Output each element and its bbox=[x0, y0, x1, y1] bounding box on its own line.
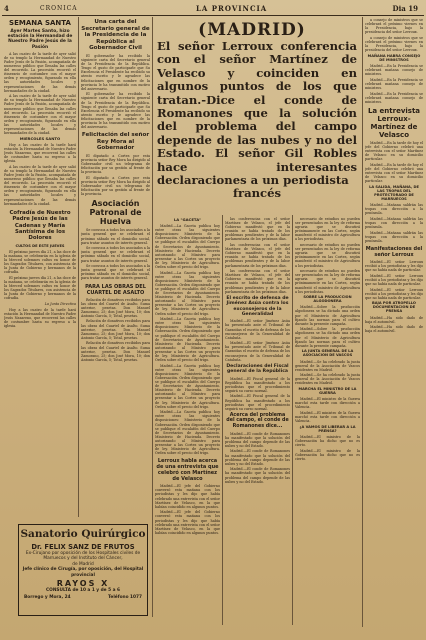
asua-heading: El escrito de defensa de Jiménez Asúa contra los exconsejeros de la Generalidad bbox=[226, 295, 289, 317]
article-text: Madrid.—El jefe del Gobierno conversó esta mañana con los periodistas y les dijo que había celebrado una entrevista con el señor Martínez de Velasco, en la que habían coincidido en algunos puntos. bbox=[155, 484, 220, 509]
ad-rayos: RAYOS X bbox=[56, 579, 110, 589]
manifestaciones-heading: Manifestaciones del señor Lerroux bbox=[365, 245, 423, 258]
ad-doctor: Dr. FELIX SANZ DE FRUTOS bbox=[31, 543, 135, 551]
article-text: A las cuatro de la tarde de ayer salió de su templo la Hermandad de Nuestro Padre Jesús de la Pasión, acompañada de numeroso público que llenaba las calles del recorrido. La procesión recorrió el itinerario de costumbre con el mayor orden y recogimiento, figurando en ella las autoridades locales y representaciones de las demás hermandades de la ciudad. bbox=[4, 164, 76, 206]
cofradia-heading: Cofradía de Nuestro Padre Jesús de las Cadenas y María Santísima de los Dolores bbox=[9, 209, 71, 242]
article-text: Hoy a las cuatro de la tarde hará estación la Hermandad de Nuestro Padre Jesús Nazareno, que recorrerá las calles de costumbre hasta su regreso a la iglesia. bbox=[4, 307, 76, 328]
article-text: Madrid.—La Gaceta publica hoy entre otras las siguientes disposiciones: Ministerio de la Gobernación. Orden disponiendo que se publique el escalafón del Cuerpo de Secretarios de Ayuntamiento. Ministerio de Hacienda. Decreto autorizando al Ministro para presentar a las Cortes un proyecto de ley. Ministerio de Agricultura. Orden sobre el precio del trigo. bbox=[155, 363, 220, 409]
article-text: Madrid.—El conde de Romanones ha manifestado que la solución del problema del campo depende de las nubes y no del Estado. bbox=[225, 449, 290, 466]
article-text: Relación de donativos recibidos para las obras del Cuartel de Asalto. Suma anterior, pesetas. Don Manuel Zamorano, 25; don José Mora, 10; don Antonio García, 5; Total, pesetas. bbox=[81, 341, 150, 362]
ad-line: de Madrid bbox=[72, 561, 94, 567]
article-text: Madrid.—Mañana saldrán las tropas con dirección a la península. bbox=[365, 203, 423, 216]
semana-santa-heading: SEMANA SANTA bbox=[9, 19, 71, 27]
article-text: Madrid.—El ministro de la Gobernación ha dicho que no es cierto. bbox=[295, 448, 360, 461]
article-text: Madrid.—En la Presidencia se celebrará mañana consejo de ministros. bbox=[365, 77, 423, 90]
page-header bbox=[0, 4, 426, 14]
entrevista-heading: La entrevista Lerroux-Martínez de Velasco bbox=[367, 106, 421, 139]
article-text: necesario de estudios no pueden ser presentados en la ley de reforma agraria que se discutirá próximamente en las Cortes, según manifestó el ministro de Agricultura a los periodistas. bbox=[295, 243, 360, 268]
felicitacion-heading: Felicitación del señor Rey Mora al Gobernador bbox=[81, 132, 150, 152]
article-text: Madrid.—La Gaceta publica hoy entre otras las siguientes disposiciones: Ministerio de la Gobernación. Orden disponiendo que se publique el escalafón del Cuerpo de Secretarios de Ayuntamiento. Ministerio de Hacienda. Decreto autorizando al Ministro para presentar a las Cortes un proyecto de ley. Ministerio de Agricultura. Orden sobre el precio del trigo. bbox=[155, 270, 220, 316]
main-headline bbox=[157, 40, 357, 201]
article-text: Madrid.—El ministro de la Gobernación ha dicho que no es cierto. bbox=[295, 435, 360, 448]
article-text: necesario de estudios no pueden ser presentados en la ley de reforma agraria que se discutirá próximamente en las Cortes, según manifestó el ministro de Agricultura a los periodistas. bbox=[295, 217, 360, 242]
ad-title: Sanatorio Quirúrgico bbox=[20, 528, 146, 540]
header-rule bbox=[2, 15, 424, 16]
article-text: Madrid.—El ministro de la Guerra marchó esta tarde con dirección a Valencia. bbox=[295, 411, 360, 424]
article-text: Madrid.—En la tarde de hoy el jefe del Gobierno celebró una entrevista con el señor Martínez de Velasco en su domicilio particular. bbox=[365, 140, 423, 162]
lerroux-heading: Lerroux habla acerca de una entrevista que celebró con Martínez de Velasco bbox=[156, 458, 219, 483]
vascos-heading: LA JUNTA GENERAL DE LA ASOCIACION DE VASCOS bbox=[301, 349, 354, 358]
mid-column bbox=[81, 18, 150, 516]
article-text: Madrid.—Se ha celebrado la junta general de la Asociación de Vascos residentes en Madrid. bbox=[295, 359, 360, 372]
article-text: a consejo de ministros que se celebrará el próximo viernes en la Presidencia, bajo la presidencia del señor Lerroux. bbox=[365, 35, 423, 53]
gaceta-column bbox=[155, 217, 220, 625]
column-divider bbox=[78, 17, 79, 517]
article-text: Madrid.—La Gaceta publica hoy entre otras las siguientes disposiciones: Ministerio de la Gobernación. Orden disponiendo que se publique el escalafón del Cuerpo de Secretarios de Ayuntamiento. Ministerio de Hacienda. Decreto autorizando al Ministro para presentar a las Cortes un proyecto de ley. Ministerio de Agricultura. Orden sobre el precio del trigo. bbox=[155, 410, 220, 456]
ad-phone: Teléfono 1077 bbox=[108, 595, 142, 601]
article-text: Se convoca a todos los asociados a la junta general que se celebrará el próximo sábado en el domicilio social, para tratar asuntos de interés general. bbox=[81, 228, 150, 245]
article-text: Madrid.—La Gaceta publica hoy entre otras las siguientes disposiciones: Ministerio de la Gobernación. Orden disponiendo que se publique el escalafón del Cuerpo de Secretarios de Ayuntamiento. Ministerio de Hacienda. Decreto autorizando al Ministro para presentar a las Cortes un proyecto de ley. Ministerio de Agricultura. Orden sobre el precio del trigo. bbox=[155, 224, 220, 270]
left-column bbox=[4, 18, 76, 518]
fourth-column bbox=[295, 217, 360, 625]
article-text: El diputado a Cortes por esta provincia señor Rey Mora ha dirigido al Gobernador civil un telegrama de felicitación por su gestión al frente de la provincia. bbox=[81, 175, 150, 197]
article-text: El próximo jueves día 21, a las doce de la mañana, se celebrarán en la iglesia de la Merced solemnes cultos en honor de los Sagrados Titulares, con asistencia de la Junta de Gobierno y hermanos de la cofradía. bbox=[4, 249, 76, 275]
article-text: necesario de estudios no pueden ser presentados en la ley de reforma agraria que se discutirá próximamente en las Cortes, según manifestó el ministro de Agricultura a los periodistas. bbox=[295, 269, 360, 294]
article-text: Madrid.—Se ha celebrado la junta general de la Asociación de Vascos residentes en Madrid. bbox=[295, 373, 360, 386]
romanones-heading: Acerca del problema del campo, el conde de Romanones dice... bbox=[226, 412, 289, 429]
ad-line: Ex-Cirujano por oposición de los Hospitales civiles de Marruecos y del Instituto del Cáncer, bbox=[25, 551, 141, 562]
column-divider bbox=[362, 17, 363, 627]
miercoles-heading: MIERCOLES SANTO bbox=[19, 135, 61, 141]
article-text: Madrid.—En la Presidencia se celebrará mañana consejo de ministros. bbox=[365, 63, 423, 77]
semana-santa-subhead: Ayer Martes Santo, hizo estación la Hermandad de Nuestro Padre Jesús de la Pasión bbox=[7, 29, 73, 50]
article-text: Madrid.—El señor Jiménez Asúa ha presentado ante el Tribunal de Garantías el escrito de defensa de los exconsejeros de la Generalidad de Cataluña. bbox=[225, 341, 290, 362]
article-text: Madrid.—El conde de Romanones ha manifestado que la solución del problema del campo depende de las nubes y no del Estado. bbox=[225, 467, 290, 484]
atropello-heading: BAJA POR ATROPELLO DOCUMENTACION DE PRENSA bbox=[372, 301, 416, 314]
article-text: Madrid.—El señor Lerroux recibió a los periodistas y les dijo que no había nada de particular. bbox=[365, 259, 423, 273]
consejo-heading: MAÑANA HABRA CONSEJO DE MINISTROS bbox=[367, 53, 421, 62]
ad-consulta: CONSULTA de 10 a 1 y de 5 a 6 bbox=[46, 588, 120, 594]
madrid-dateline: (MADRID) bbox=[198, 20, 306, 40]
header-day: Dia 19 bbox=[392, 4, 418, 13]
article-text: El gobernador ha recibido la siguiente carta del Secretario general de la Presidencia de la República. Tengo el gusto de participarle que Su Excelencia el Presidente ha recibido su atento escrito y le agradece las felicitaciones que en nombre de la provincia le ha transmitido con motivo del aniversario. bbox=[81, 92, 150, 130]
page-number: 4 bbox=[4, 4, 9, 13]
section-left: CRONICA bbox=[40, 5, 78, 12]
article-text: El próximo jueves día 21, a las doce de la mañana, se celebrarán en la iglesia de la Merced solemnes cultos en honor de los Sagrados Titulares, con asistencia de la Junta de Gobierno y hermanos de la cofradía. bbox=[4, 275, 76, 301]
article-text: Madrid.—El señor Jiménez Asúa ha presentado ante el Tribunal de Garantías el escrito de defensa de los exconsejeros de la Generalidad de Cataluña. bbox=[225, 319, 290, 340]
article-text: Madrid.—Mañana saldrán las tropas con dirección a la península. bbox=[365, 216, 423, 230]
tropas-heading: LA SALIDA, MAÑANA, DE LAS TROPAS DEL PROTECTORADO DE MARRUECOS bbox=[369, 184, 419, 201]
fiscal-heading: Declaraciones del Fiscal general de la República bbox=[226, 363, 289, 375]
article-text: A las cuatro de la tarde de ayer salió de su templo la Hermandad de Nuestro Padre Jesús de la Pasión, acompañada de numeroso público que llenaba las calles del recorrido. La procesión recorrió el itinerario de costumbre con el mayor orden y recogimiento, figurando en ella las autoridades locales y representaciones de las demás hermandades de la ciudad. bbox=[4, 94, 76, 136]
article-text: Madrid.—Mañana saldrán las tropas con dirección a la península. bbox=[365, 230, 423, 243]
article-text: Relación de donativos recibidos para las obras del Cuartel de Asalto. Suma anterior, pesetas. Don Manuel Zamorano, 25; don José Mora, 10; don Antonio García, 5; Total, pesetas. bbox=[81, 319, 150, 340]
article-text: Relación de donativos recibidos para las obras del Cuartel de Asalto. Suma anterior, pesetas. Don Manuel Zamorano, 25; don José Mora, 10; don Antonio García, 5; Total, pesetas. bbox=[81, 297, 150, 318]
article-text: las conferencias con el señor Martínez de Velasco, el jefe del Gobierno manifestó que en la reunión se había tratado de los problemas pendientes y de la labor parlamentaria de los próximos días. bbox=[225, 217, 290, 242]
article-text: Madrid.—El ministro de la Guerra marchó esta tarde con dirección a Valencia. bbox=[295, 397, 360, 410]
prensa-heading: ¿A VAMOS DE LIBERAR A LA PRENSA? bbox=[299, 424, 356, 433]
headline-last-word: francés bbox=[233, 186, 281, 201]
ad-line: Jefe clínico de Cirugía, por oposición, del Hospital provincial bbox=[22, 567, 144, 578]
article-text: Madrid.—El Fiscal general de la República ha manifestado a los periodistas que el procedimiento seguirá su curso normal. bbox=[225, 376, 290, 393]
section-center: LA PROVINCIA bbox=[196, 4, 268, 13]
article-text: El diputado a Cortes por esta provincia señor Rey Mora ha dirigido al Gobernador civil un telegrama de felicitación por su gestión al frente de la provincia. bbox=[81, 153, 150, 175]
article-text: Hoy a las cuatro de la tarde hará estación la Hermandad de Nuestro Padre Jesús Nazareno, que recorrerá las calles de costumbre hasta su regreso a la iglesia. bbox=[4, 142, 76, 164]
sanatorio-advertisement bbox=[18, 524, 148, 616]
article-text: Madrid.—En la tarde de hoy el jefe del Gobierno celebró una entrevista con el señor Martínez de Velasco en su domicilio particular. bbox=[365, 162, 423, 184]
article-text: Madrid.—Sobre la producción algodonera se ha dictado una orden por el Ministerio de Agricultura fijando las normas para el cultivo durante la presente campaña. bbox=[295, 327, 360, 348]
column-divider bbox=[152, 17, 153, 617]
article-text: Madrid.—En la Presidencia se celebrará mañana consejo de ministros. bbox=[365, 91, 423, 104]
article-text: Se convoca a todos los asociados a la junta general que se celebrará el próximo sábado en el domicilio social, para tratar asuntos de interés general. bbox=[81, 264, 150, 281]
article-text: a consejo de ministros que se celebrará el próximo viernes en la Presidencia, bajo la presidencia del señor Lerroux. bbox=[365, 18, 423, 35]
article-text: A las cuatro de la tarde de ayer salió de su templo la Hermandad de Nuestro Padre Jesús de la Pasión, acompañada de numeroso público que llenaba las calles del recorrido. La procesión recorrió el itinerario de costumbre con el mayor orden y recogimiento, figurando en ella las autoridades locales y representaciones de las demás hermandades de la ciudad. bbox=[4, 51, 76, 93]
ad-address: Borrego y Mora, 24 bbox=[24, 595, 71, 601]
guerra-heading: MARCHA EL MINISTRO DE LA GUERRA bbox=[298, 387, 357, 396]
article-text: las conferencias con el señor Martínez de Velasco, el jefe del Gobierno manifestó que en la reunión se había tratado de los problemas pendientes y de la labor parlamentaria de los próximos días. bbox=[225, 269, 290, 294]
column-divider bbox=[222, 215, 223, 625]
algodonera-heading: SOBRE LA PRODUCCION ALGODONERA bbox=[303, 295, 352, 304]
article-text: Madrid.—El jefe del Gobierno conversó esta mañana con los periodistas y les dijo que había celebrado una entrevista con el señor Martínez de Velasco, en la que habían coincidido en algunos puntos. bbox=[155, 510, 220, 535]
article-text: las conferencias con el señor Martínez de Velasco, el jefe del Gobierno manifestó que en la reunión se había tratado de los problemas pendientes y de la labor parlamentaria de los próximos días. bbox=[225, 243, 290, 268]
article-text: Madrid.—El Fiscal general de la República ha manifestado a los periodistas que el procedimiento seguirá su curso normal. bbox=[225, 394, 290, 411]
third-column bbox=[225, 217, 290, 625]
article-text: Madrid.—La Gaceta publica hoy entre otras las siguientes disposiciones: Ministerio de la Gobernación. Orden disponiendo que se publique el escalafón del Cuerpo de Secretarios de Ayuntamiento. Ministerio de Hacienda. Decreto autorizando al Ministro para presentar a las Cortes un proyecto de ley. Ministerio de Agricultura. Orden sobre el precio del trigo. bbox=[155, 317, 220, 363]
column-divider bbox=[292, 215, 293, 625]
asociacion-heading: Asociación Patronal de Huelva bbox=[89, 199, 142, 227]
article-text: Madrid.—El conde de Romanones ha manifestado que la solución del problema del campo depende de las nubes y no del Estado. bbox=[225, 431, 290, 448]
headline-text: El señor Lerroux conferencia con el señor Martínez de Velasco y coinciden en algunos puntos de los que tratan.-Dice el conde de Romanones que la solución del problema del campo depende de las nubes y no del Estado. El señor Gil Robles hace interesantes declaraciones a un periodista bbox=[157, 39, 357, 188]
article-text: El gobernador ha recibido la siguiente carta del Secretario general de la Presidencia de la República. Tengo el gusto de participarle que Su Excelencia el Presidente ha recibido su atento escrito y le agradece las felicitaciones que en nombre de la provincia le ha transmitido con motivo del aniversario. bbox=[81, 53, 150, 91]
article-text: Madrid.—El señor Lerroux recibió a los periodistas y les dijo que no había nada de particular. bbox=[365, 287, 423, 300]
carta-heading: Una carta del Secretario general de la Presidencia de la República al Gobernador Civil bbox=[81, 19, 150, 52]
cultos-subhead: CULTOS DE ESTE JUEVES bbox=[15, 243, 65, 248]
cuartel-heading: PARA LAS OBRAS DEL CUARTEL DE ASALTO bbox=[85, 283, 146, 296]
article-text: Madrid.—Ha sido dado de baja el automóvil. bbox=[365, 325, 423, 334]
signature: La Junta Directiva bbox=[44, 301, 76, 306]
right-column bbox=[365, 18, 423, 630]
article-text: Se convoca a todos los asociados a la junta general que se celebrará el próximo sábado en el domicilio social, para tratar asuntos de interés general. bbox=[81, 246, 150, 263]
ad-footer bbox=[19, 593, 147, 600]
article-text: Madrid.—El señor Lerroux recibió a los periodistas y les dijo que no había nada de particular. bbox=[365, 273, 423, 286]
article-text: Madrid.—Sobre la producción algodonera se ha dictado una orden por el Ministerio de Agricultura fijando las normas para el cultivo durante la presente campaña. bbox=[295, 305, 360, 326]
gaceta-heading: LA "GACETA" bbox=[173, 217, 202, 222]
article-text: Madrid.—Ha sido dado de baja el automóvil. bbox=[365, 315, 423, 324]
